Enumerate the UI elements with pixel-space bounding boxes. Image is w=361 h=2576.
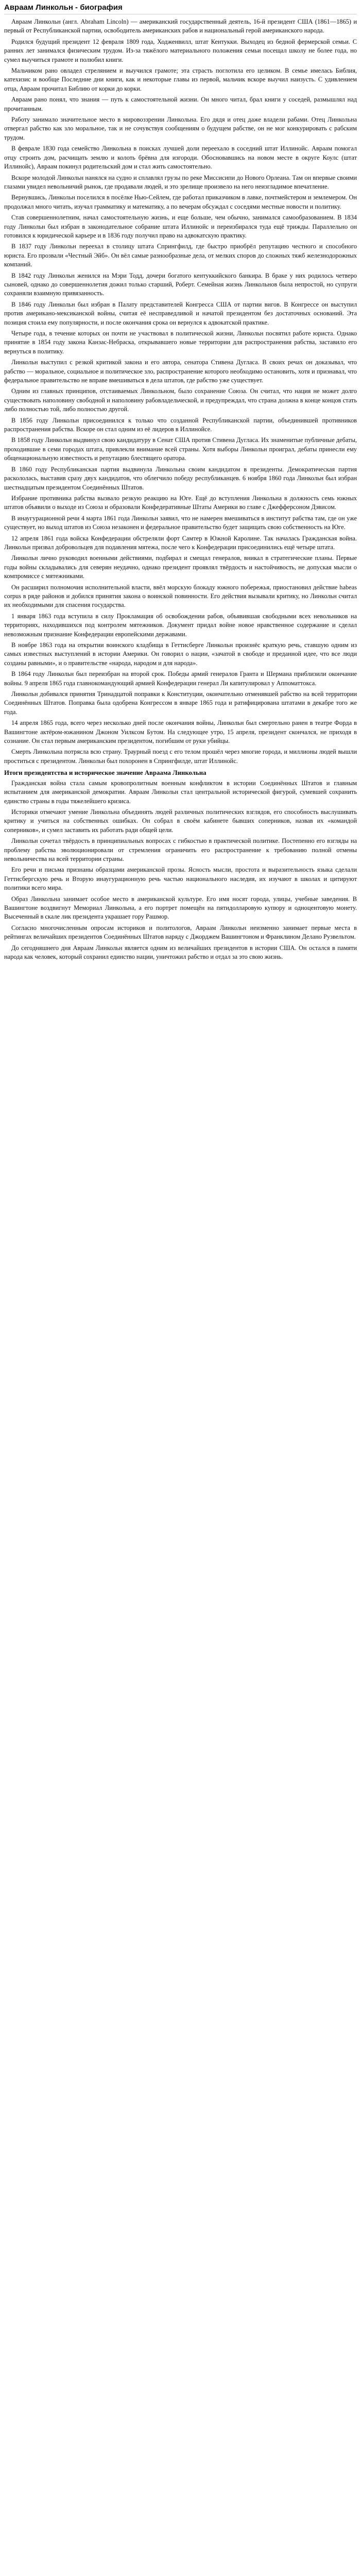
article-paragraph: Авраам Линкольн (англ. Abraham Lincoln) — американский государственный деятель, 16-й президент США (1861—1865) и первый от Республиканской партии, освободитель американских рабов и национальный герой американского народа. <box>4 18 357 35</box>
article-body <box>4 18 357 766</box>
article-title: Авраам Линкольн - биография <box>4 3 357 14</box>
article-paragraph: Одним из главных принципов, отстаиваемых Линкольном, было сохранение Союза. Он считал, что нация не может долго существовать наполовину свободной и наполовину рабовладельческой, и предупреждал, что страна должна в конце концов стать либо полностью той, либо полностью другой. <box>4 387 357 413</box>
article-paragraph: Вернувшись, Линкольн поселился в посёлке Нью-Сейлем, где работал приказчиком в лавке, почтмейстером и землемером. Он продолжал много читать, изучал грамматику и математику, а по вечерам обсуждал с соседями местные новости и политику. <box>4 194 357 210</box>
article-paragraph: Вскоре молодой Линкольн нанялся на судно и сплавлял грузы по реке Миссисипи до Нового Орлеана. Там он впервые своими глазами увидел невольничий рынок, где продавали людей, и это зрелище произвело на него неизгладимое впечатление. <box>4 174 357 190</box>
article-paragraph: В 1856 году Линкольн присоединился к только что созданной Республиканской партии, объединившей противников распространения рабства. Вскоре он стал одним из её лидеров в Иллинойсе. <box>4 416 357 433</box>
article-paragraph: Избрание противника рабства вызвало резкую реакцию на Юге. Ещё до вступления Линкольна в должность семь южных штатов объявили о выходе из Союза и образовали Конфедеративные Штаты Америки во главе с Джефферсоном Дэвисом. <box>4 494 357 511</box>
article-paragraph: Работу занимало значительное место в мировоззрении Линкольна. Его дядя и отец даже владели рабами. Отец Линкольна отвергал рабство как зло моральное, так и не сочувствуя сообщениям о будущем рабстве, он не мог конкурировать с рабским трудом. <box>4 116 357 141</box>
article-paragraph: Став совершеннолетним, начал самостоятельную жизнь, и еще больше, чем обычно, занимался самообразованием. В 1834 году Линкольн был избран в законодательное собрание штата Иллинойс и переизбирался туда ещё трижды. Параллельно он готовился к юридической карьере и в 1836 году получил право на адвокатскую практику. <box>4 214 357 239</box>
article-paragraph: Смерть Линкольна потрясла всю страну. Траурный поезд с его телом прошёл через многие города, и миллионы людей вышли проститься с президентом. Линкольн был похоронен в Спрингфилде, штат Иллинойс. <box>4 748 357 765</box>
article-paragraph: В 1837 году Линкольн переехал в столицу штата Спрингфилд, где быстро приобрёл репутацию честного и способного юриста. Его прозвали «Честный Эйб». Он вёл самые разнообразные дела, от мелких споров до сложных тяжб железнодорожных компаний. <box>4 243 357 268</box>
article-paragraph: 1 января 1863 года вступила в силу Прокламация об освобождении рабов, объявившая свободными всех невольников на территориях, находившихся под контролем мятежников. Документ придал войне новое нравственное содержание и сделал невозможным признание Конфедерации европейскими державами. <box>4 612 357 638</box>
article-paragraph: Согласно многочисленным опросам историков и политологов, Авраам Линкольн неизменно занимает первые места в рейтингах величайших президентов Соединённых Штатов наряду с Джорджем Вашингтоном и Франклином Делано Рузвельтом. <box>4 924 357 941</box>
article-paragraph: В инаугурационной речи 4 марта 1861 года Линкольн заявил, что не намерен вмешиваться в институт рабства там, где он уже существует, но выход штатов из Союза незаконен и федеральное правительство будет защищать свою собственность на Юге. <box>4 514 357 531</box>
article-paragraph: В 1858 году Линкольн выдвинул свою кандидатуру в Сенат США против Стивена Дугласа. Их знаменитые публичные дебаты, проходившие в семи городах штата, привлекли внимание всей страны. Хотя выборы Линкольн проиграл, дебаты принесли ему общенациональную известность и репутацию блестящего оратора. <box>4 436 357 462</box>
article-paragraph: В 1842 году Линкольн женился на Мэри Тодд, дочери богатого кентуккийского банкира. В браке у них родилось четверо сыновей, однако до совершеннолетия дожил только старший, Роберт. Семейная жизнь Линкольнов была непростой, но супруги сохраняли взаимную привязанность. <box>4 272 357 297</box>
article-paragraph: В 1860 году Республиканская партия выдвинула Линкольна своим кандидатом в президенты. Демократическая партия раскололась, выставив сразу двух кандидатов, что облегчило победу республиканцев. 6 ноября 1860 года Линкольн был избран шестнадцатым президентом Соединённых Штатов. <box>4 465 357 491</box>
article-paragraph: Четыре года, в течение которых он почти не участвовал в политической жизни, Линкольн посвятил работе юриста. Однако принятие в 1854 году закона Канзас-Небраска, открывавшего новые территории для распространения рабства, заставило его вернуться в политику. <box>4 330 357 355</box>
article-paragraph: Авраам рано понял, что знания — путь к самостоятельной жизни. Он много читал, брал книги у соседей, размышлял над прочитанным. <box>4 96 357 112</box>
article-paragraph: В 1864 году Линкольн был переизбран на второй срок. Победы армий генералов Гранта и Шермана приблизили окончание войны. 9 апреля 1865 года главнокомандующий армией Конфедерации генерал Ли капитулировал у Аппоматтокса. <box>4 670 357 687</box>
article-paragraph: До сегодняшнего дня Авраам Линкольн является одним из величайших президентов в истории США. Он остался в памяти народа как человек, который сохранил единство нации, уничтожил рабство и отдал за это свою жизнь. <box>4 944 357 960</box>
article-paragraph: 14 апреля 1865 года, всего через несколько дней после окончания войны, Линкольн был смертельно ранен в театре Форда в Вашингтоне актёром-южанином Джоном Уилксом Бутом. На следующее утро, 15 апреля, президент скончался, не приходя в сознание. Он стал первым американским президентом, погибшим от руки убийцы. <box>4 719 357 745</box>
article-paragraph: В 1846 году Линкольн был избран в Палату представителей Конгресса США от партии вигов. В Конгрессе он выступил против американо-мексиканской войны, считая её несправедливой и начатой президентом без достаточных оснований. Эта позиция стоила ему популярности, и после окончания срока он вернулся к адвокатской практике. <box>4 300 357 326</box>
article-paragraph: Его речи и письма признаны образцами американской прозы. Ясность мысли, простота и выразительность языка сделали Геттисбергскую речь и Вторую инаугурационную речь частью национального наследия, их изучают в школах и цитируют политики всего мира. <box>4 866 357 892</box>
article-paragraph: Родился будущий президент 12 февраля 1809 года, Ходженвилл, штат Кентукки. Выходец из бедной фермерской семьи. С ранних лет занимался физическим трудом. Из-за тяжёлого материального положения семьи посещал школу не более года, но сумел выучиться грамоте и полюбил книги. <box>4 38 357 63</box>
article-paragraph: Линкольн сочетал твёрдость в принципиальных вопросах с гибкостью в практической политике. Постепенно его взгляды на проблему рабства эволюционировали от стремления ограничить его распространение к требованию полной отмены невольничества на всей территории страны. <box>4 837 357 862</box>
article-paragraph: 12 апреля 1861 года войска Конфедерации обстреляли форт Самтер в Южной Каролине. Так началась Гражданская война. Линкольн призвал добровольцев для подавления мятежа, после чего к Конфедерации присоединились ещё четыре штата. <box>4 534 357 551</box>
article-paragraph: Мальчиком рано овладел стрелянием и выучился грамоте; эта страсть поглотила его целиком. В семье имелась Библия, катехизис и вообще Последние дни книги, как и некоторые главы из первой, мальчик вскоре выучил наизусть. С удивлением отца, Авраам прочитал Библию от корки до корки. <box>4 67 357 92</box>
article-paragraph: Гражданская война стала самым кровопролитным военным конфликтом в истории Соединённых Штатов и главным испытанием для американской демократии. Авраам Линкольн стал центральной исторической фигурой, сумевшей сохранить единство страны в годы тяжелейшего кризиса. <box>4 779 357 805</box>
article-paragraph: Образ Линкольна занимает особое место в американской культуре. Его имя носят города, улицы, учебные заведения. В Вашингтоне воздвигнут Мемориал Линкольна, а его портрет помещён на пятидолларовую купюру и одноцентовую монету. Высеченный в скале лик президента украшает гору Рашмор. <box>4 895 357 921</box>
article-page <box>0 0 361 969</box>
article-paragraph: Линкольн лично руководил военными действиями, подбирал и смещал генералов, вникал в стратегические планы. Первые годы войны складывались для северян неудачно, однако президент проявлял твёрдость и настойчивость, не допуская мысли о компромиссе с мятежниками. <box>4 554 357 580</box>
article-paragraph: В феврале 1830 года семейство Линкольна в поисках лучшей доли переехало в соседний штат Иллинойс. Авраам помогал отцу строить дом, расчищать землю и колоть брёвна для изгороди. Обосновавшись на новом месте в округе Коулс (штат Иллинойс), Авраам покинул родительский дом и стал жить самостоятельно. <box>4 145 357 171</box>
section-heading: Итоги президентства и историческое значение Авраама Линкольна <box>4 769 207 777</box>
article-paragraph: Линкольн выступил с резкой критикой закона и его автора, сенатора Стивена Дугласа. В своих речах он доказывал, что рабство — моральное, социальное и политическое зло, распространение которого необходимо остановить, хотя и признавал, что федеральное правительство не вправе вмешиваться в дела штатов, где рабство уже существует. <box>4 359 357 384</box>
article-paragraph: Он расширил полномочия исполнительной власти, ввёл морскую блокаду южного побережья, приостановил действие habeas corpus в ряде районов и добился принятия закона о воинской повинности. Его действия вызывали критику, но Линкольн считал их необходимыми для спасения государства. <box>4 583 357 609</box>
article-closing <box>4 779 357 962</box>
article-paragraph: Линкольн добивался принятия Тринадцатой поправки к Конституции, окончательно отменявшей рабство на всей территории Соединённых Штатов. Поправка была одобрена Конгрессом в январе 1865 года и ратифицирована штатами в декабре того же года. <box>4 690 357 716</box>
article-paragraph: Историки отмечают умение Линкольна объединять людей различных политических взглядов, его способность выслушивать критику и учиться на собственных ошибках. Он собрал в своём кабинете бывших соперников, назвав их «командой соперников», и сумел заставить их работать ради общей цели. <box>4 808 357 834</box>
article-paragraph: В ноябре 1863 года на открытии воинского кладбища в Геттисберге Линкольн произнёс краткую речь, ставшую одним из самых известных выступлений в истории Америки. Он говорил о нации, «зачатой в свободе и преданной идее, что все люди созданы равными», и о правительстве «народа, народом и для народа». <box>4 641 357 667</box>
